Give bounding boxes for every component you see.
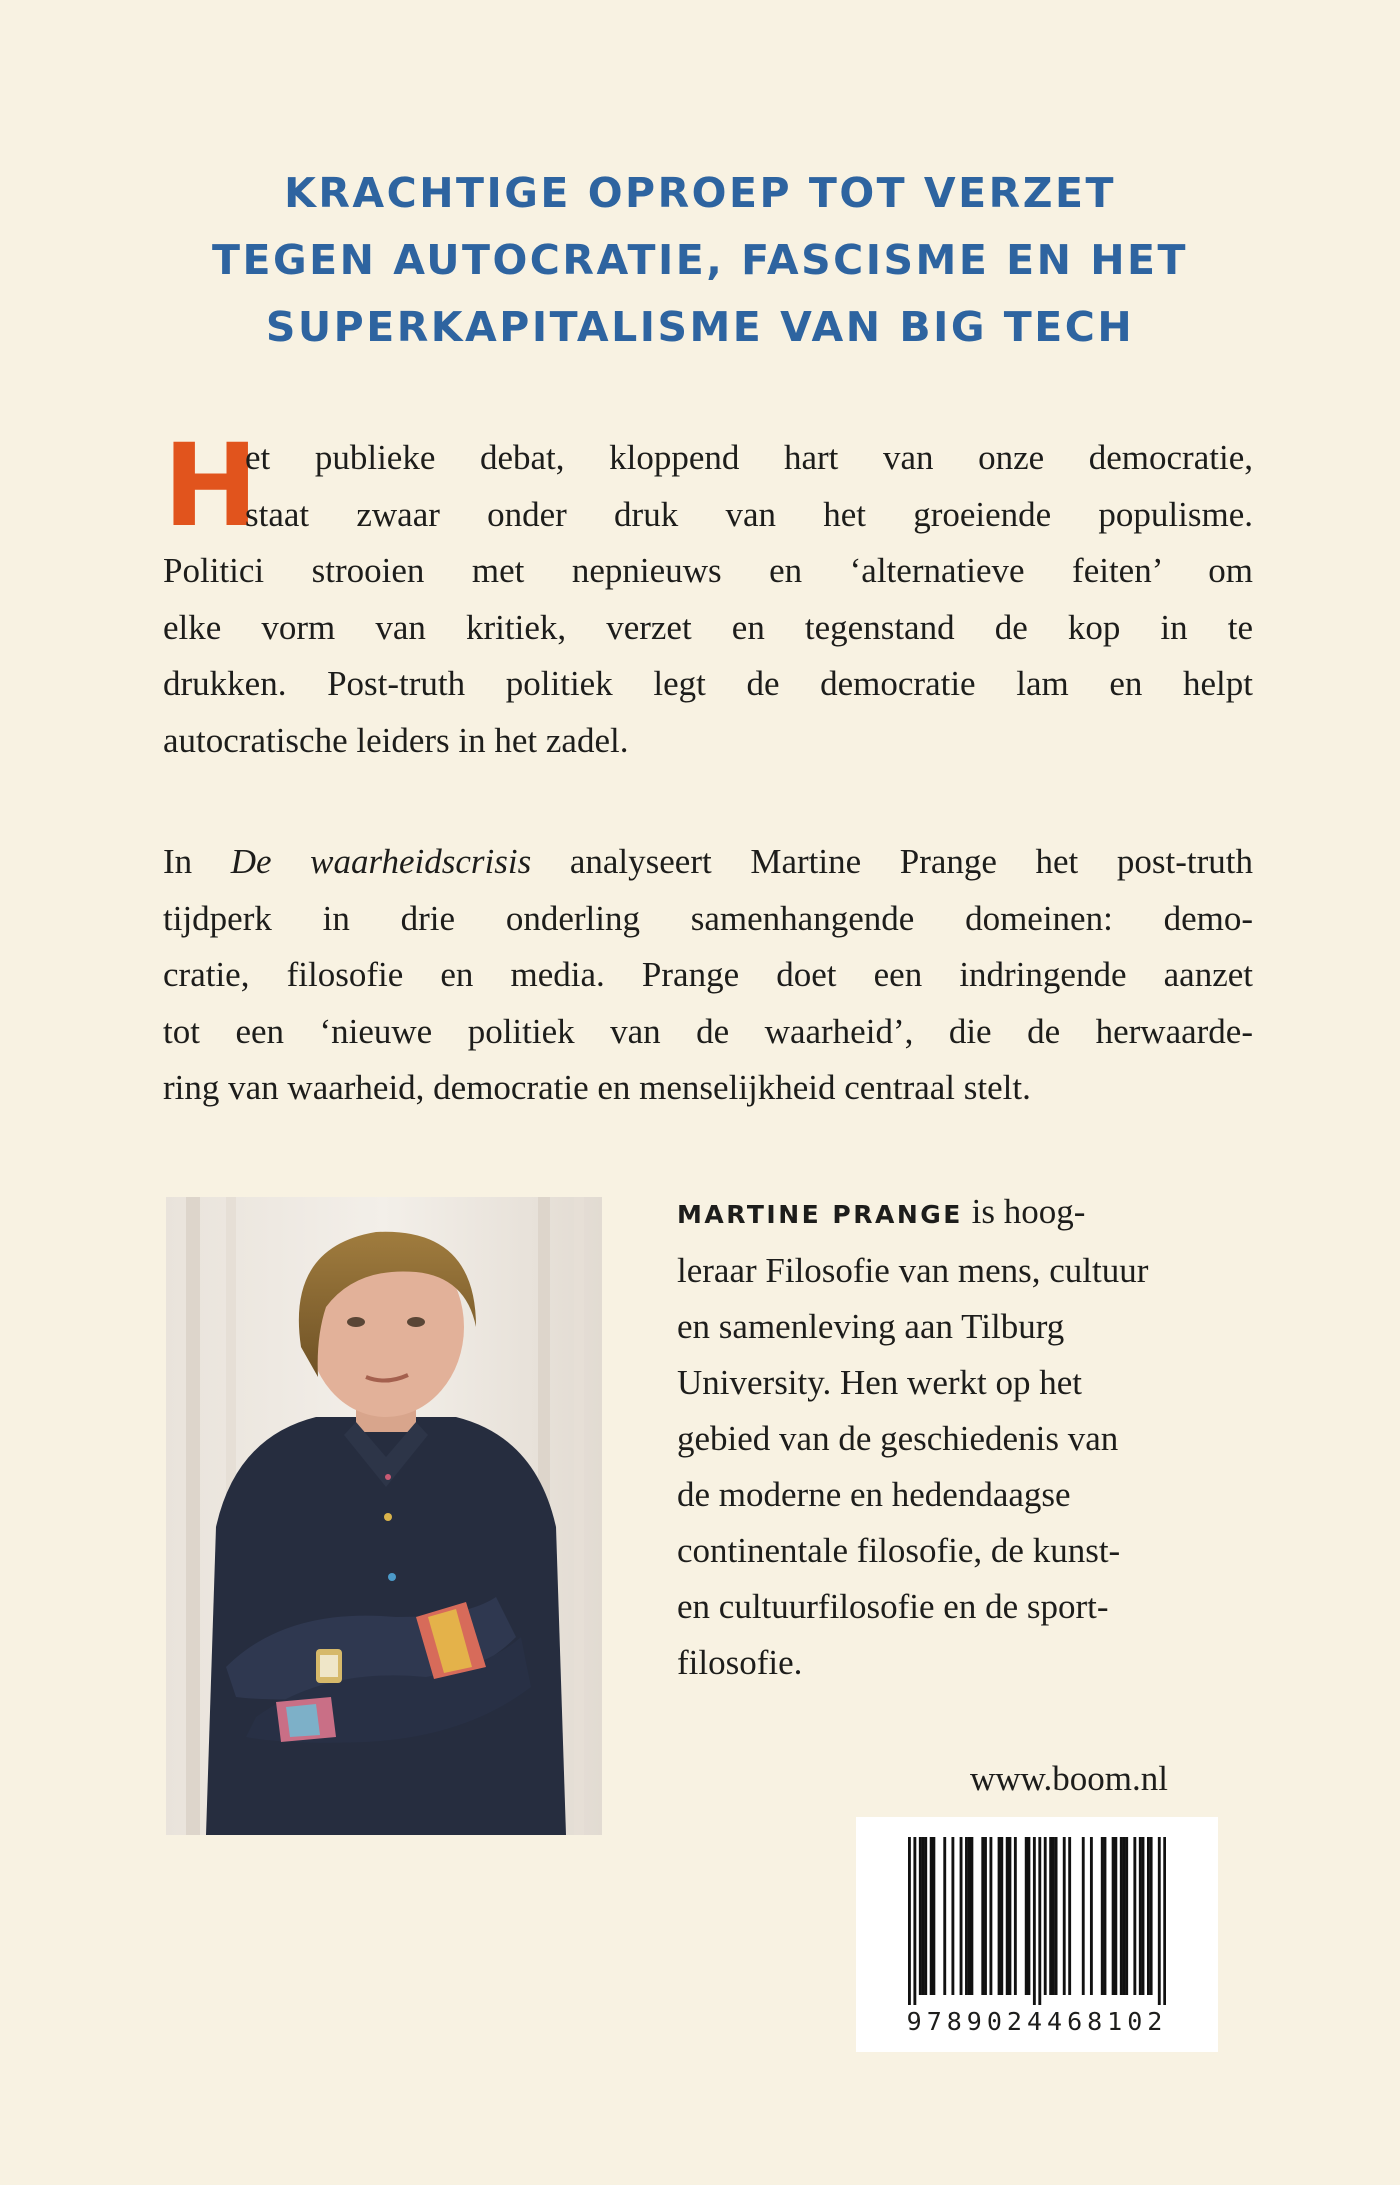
barcode-bar bbox=[1150, 1837, 1153, 1995]
bio-line: University. Hen werkt op het bbox=[677, 1363, 1082, 1402]
barcode-bar bbox=[1063, 1837, 1066, 1995]
bio-line: de moderne en hedendaagse bbox=[677, 1475, 1071, 1514]
barcode-bar bbox=[1125, 1837, 1128, 1995]
headline-line: KRACHTIGE OPROEP TOT VERZET bbox=[284, 169, 1116, 217]
barcode-bar bbox=[1139, 1837, 1142, 1995]
barcode-bar bbox=[919, 1837, 922, 1995]
barcode-bar bbox=[1163, 1837, 1166, 2005]
intro-line: Politici strooien met nepnieuws en ‘alternatieve feiten’ om bbox=[163, 551, 1253, 590]
intro-line: et publieke debat, kloppend hart van onze democratie, bbox=[245, 438, 1253, 477]
barcode-bar bbox=[1049, 1837, 1052, 1995]
barcode-bar bbox=[1006, 1837, 1009, 1995]
barcode-bar bbox=[970, 1837, 973, 1995]
barcode-bar bbox=[1082, 1837, 1085, 1995]
barcode-bar bbox=[922, 1837, 925, 1995]
barcode-bar bbox=[1133, 1837, 1136, 1995]
summary-line: ring van waarheid, democratie en menselijkheid centraal stelt. bbox=[163, 1068, 1031, 1107]
intro-line: drukken. Post-truth politiek legt de democratie lam en helpt bbox=[163, 664, 1253, 703]
barcode-bar bbox=[1000, 1837, 1003, 1995]
barcode-bar bbox=[1147, 1837, 1150, 1995]
barcode-bar bbox=[1014, 1837, 1017, 1995]
intro-line: staat zwaar onder druk van het groeiende populisme. bbox=[245, 494, 1253, 534]
author-name: MARTINE PRANGE bbox=[677, 1200, 963, 1229]
book-title: De waarheidscrisis bbox=[230, 842, 532, 881]
drop-cap: H bbox=[163, 419, 259, 552]
barcode-bar bbox=[913, 1837, 916, 2005]
headline bbox=[0, 160, 1400, 361]
barcode-bar bbox=[924, 1837, 927, 1995]
barcode-bar bbox=[1027, 1837, 1030, 1995]
summary-paragraph bbox=[163, 834, 1253, 1117]
barcode-bar bbox=[1033, 1837, 1036, 2005]
summary-line: tijdperk in drie onderling samenhangende domeinen: demo- bbox=[163, 898, 1253, 938]
summary-line bbox=[163, 834, 1253, 891]
intro-line: autocratische leiders in het zadel. bbox=[163, 720, 629, 760]
isbn-barcode bbox=[856, 1817, 1218, 2052]
barcode-bar bbox=[989, 1837, 992, 1995]
barcode-bar bbox=[1142, 1837, 1145, 1995]
headline-line: TEGEN AUTOCRATIE, FASCISME EN HET bbox=[212, 236, 1188, 284]
barcode-bar bbox=[930, 1837, 933, 1995]
barcode-bar bbox=[1052, 1837, 1055, 1995]
summary-suffix: analyseert Martine Prange het post-truth bbox=[531, 842, 1253, 881]
summary-prefix: In bbox=[163, 842, 231, 881]
barcode-bar bbox=[984, 1837, 987, 1995]
barcode-bar bbox=[960, 1837, 963, 1995]
intro-line: elke vorm van kritiek, verzet en tegenstand de kop in te bbox=[163, 607, 1253, 647]
headline-line: SUPERKAPITALISME VAN BIG TECH bbox=[265, 303, 1135, 351]
barcode-bar bbox=[1055, 1837, 1058, 1995]
barcode-bar bbox=[1008, 1837, 1011, 1995]
intro-paragraph bbox=[163, 419, 1253, 769]
barcode-bars bbox=[908, 1837, 1166, 2005]
bio-line: en cultuurfilosofie en de sport- bbox=[677, 1587, 1109, 1626]
barcode-bar bbox=[998, 1837, 1001, 1995]
isbn-number: 9789024468102 bbox=[906, 2007, 1168, 2036]
barcode-bar bbox=[1101, 1837, 1104, 1995]
bio-line: filosofie. bbox=[677, 1643, 803, 1682]
barcode-bar bbox=[981, 1837, 984, 1995]
summary-line: cratie, filosofie en media. Prange doet een indringende aanzet bbox=[163, 955, 1253, 994]
author-bio bbox=[677, 1184, 1247, 1691]
bio-line bbox=[677, 1184, 1247, 1243]
barcode-bar bbox=[1114, 1837, 1117, 1995]
barcode-bar bbox=[1104, 1837, 1107, 1995]
barcode-bar bbox=[1068, 1837, 1071, 1995]
author-photo bbox=[166, 1197, 602, 1835]
barcode-bar bbox=[1044, 1837, 1047, 1995]
bio-line: gebied van de geschiedenis van bbox=[677, 1419, 1119, 1458]
barcode-bar bbox=[1112, 1837, 1115, 1995]
barcode-bar bbox=[965, 1837, 968, 1995]
bio-line: leraar Filosofie van mens, cultuur bbox=[677, 1251, 1149, 1290]
bio-text: is hoog- bbox=[962, 1192, 1086, 1231]
barcode-bar bbox=[1025, 1837, 1028, 1995]
barcode-bar bbox=[1158, 1837, 1161, 2005]
barcode-bar bbox=[1090, 1837, 1093, 1995]
barcode-bar bbox=[1123, 1837, 1126, 1995]
bio-line: continentale filosofie, de kunst- bbox=[677, 1531, 1121, 1570]
barcode-bar bbox=[1120, 1837, 1123, 1995]
bio-line: en samenleving aan Tilburg bbox=[677, 1307, 1065, 1346]
barcode-bar bbox=[908, 1837, 911, 2005]
barcode-bar bbox=[968, 1837, 971, 1995]
publisher-website[interactable]: www.boom.nl bbox=[969, 1759, 1168, 1798]
barcode-bar bbox=[932, 1837, 935, 1995]
barcode-bar bbox=[1038, 1837, 1041, 2005]
summary-line: tot een ‘nieuwe politiek van de waarheid’, die de herwaarde- bbox=[163, 1011, 1253, 1051]
barcode-bar bbox=[943, 1837, 946, 1995]
barcode-bar bbox=[951, 1837, 954, 1995]
